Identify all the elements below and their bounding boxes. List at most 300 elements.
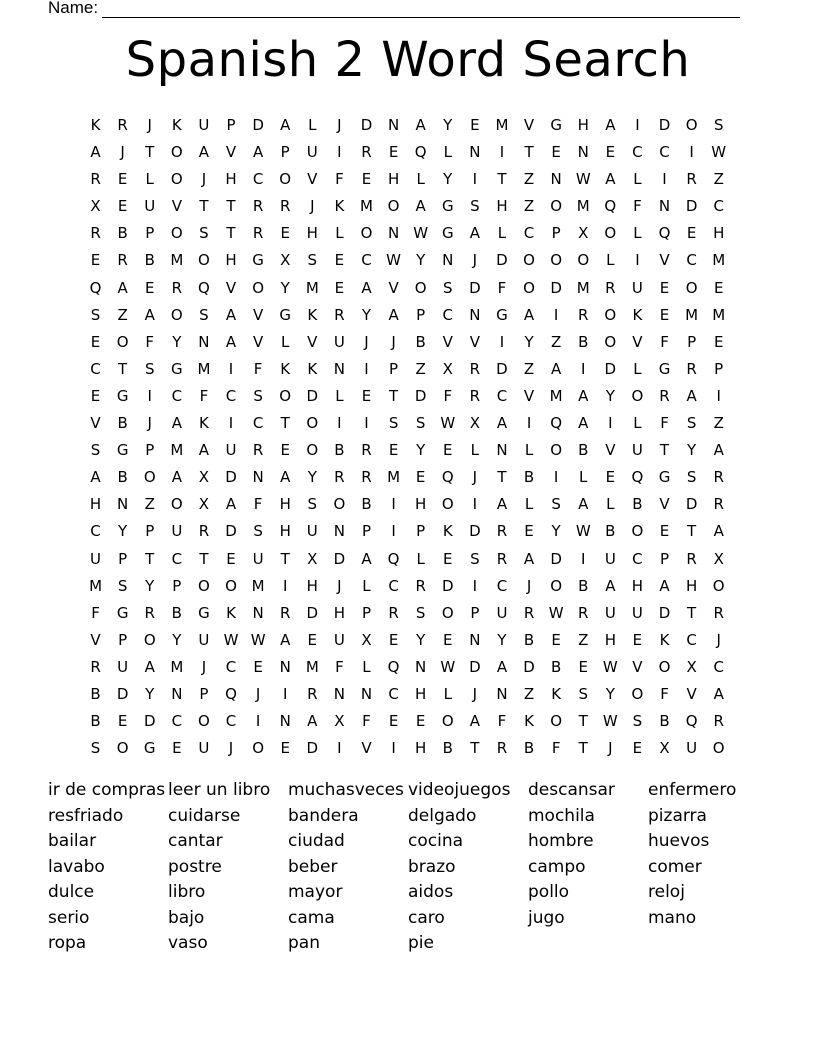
grid-letter[interactable]: A [388, 305, 399, 324]
grid-letter[interactable]: V [225, 278, 237, 297]
grid-letter[interactable]: G [441, 224, 454, 243]
grid-letter[interactable]: P [145, 224, 155, 243]
grid-letter[interactable]: A [713, 684, 724, 703]
grid-letter[interactable]: R [523, 603, 535, 622]
grid-letter[interactable]: D [496, 251, 508, 270]
grid-letter[interactable]: Y [416, 251, 426, 270]
grid-letter[interactable]: S [415, 603, 426, 622]
grid-letter[interactable]: S [307, 251, 318, 270]
grid-letter[interactable]: C [632, 549, 643, 568]
grid-letter[interactable]: A [605, 116, 616, 134]
grid-letter[interactable]: I [472, 170, 478, 189]
grid-letter[interactable]: P [226, 116, 236, 134]
grid-letter[interactable]: O [441, 603, 454, 622]
grid-letter[interactable]: O [631, 684, 644, 703]
grid-letter[interactable]: O [225, 576, 237, 595]
grid-letter[interactable]: E [551, 143, 561, 162]
grid-letter[interactable]: Z [415, 359, 426, 378]
grid-letter[interactable]: E [307, 630, 318, 649]
grid-letter[interactable]: P [145, 441, 155, 460]
grid-letter[interactable]: O [306, 414, 319, 433]
grid-letter[interactable]: I [472, 495, 478, 514]
grid-letter[interactable]: V [605, 441, 616, 460]
grid-letter[interactable]: F [145, 332, 155, 351]
grid-letter[interactable]: O [198, 712, 210, 731]
grid-letter[interactable]: R [90, 224, 101, 243]
grid-letter[interactable]: A [496, 657, 508, 676]
grid-letter[interactable]: M [170, 657, 184, 676]
grid-letter[interactable]: U [631, 441, 643, 460]
grid-letter[interactable]: J [364, 332, 369, 351]
grid-letter[interactable]: F [660, 332, 669, 351]
grid-letter[interactable]: X [361, 630, 372, 649]
grid-letter[interactable]: E [415, 468, 426, 487]
grid-letter[interactable]: B [523, 630, 535, 649]
grid-letter[interactable]: M [305, 278, 319, 297]
grid-letter[interactable]: W [250, 630, 266, 649]
grid-letter[interactable]: E [280, 441, 290, 460]
grid-letter[interactable]: G [171, 359, 183, 378]
grid-letter[interactable]: N [333, 684, 345, 703]
grid-letter[interactable]: T [524, 143, 534, 162]
grid-letter[interactable]: L [497, 224, 507, 243]
grid-letter[interactable]: Y [443, 170, 453, 189]
grid-letter[interactable]: V [252, 305, 264, 324]
grid-letter[interactable]: X [686, 657, 697, 676]
grid-letter[interactable]: F [335, 657, 344, 676]
grid-letter[interactable]: O [631, 522, 644, 541]
grid-letter[interactable]: N [469, 630, 481, 649]
grid-letter[interactable]: B [117, 414, 128, 433]
grid-letter[interactable]: P [118, 549, 128, 568]
grid-letter[interactable]: E [117, 712, 128, 731]
grid-letter[interactable]: K [226, 603, 236, 622]
grid-letter[interactable]: V [90, 414, 101, 433]
grid-letter[interactable]: Y [416, 441, 426, 460]
grid-letter[interactable]: R [252, 197, 264, 216]
grid-letter[interactable]: I [147, 386, 152, 405]
grid-letter[interactable]: F [633, 197, 642, 216]
grid-letter[interactable]: J [147, 116, 152, 134]
grid-letter[interactable]: J [120, 143, 125, 162]
grid-letter[interactable]: E [172, 739, 182, 758]
grid-letter[interactable]: Y [497, 630, 507, 649]
grid-letter[interactable]: E [415, 712, 426, 731]
grid-letter[interactable]: E [605, 143, 616, 162]
grid-letter[interactable]: N [252, 603, 264, 622]
grid-letter[interactable]: X [659, 739, 670, 758]
grid-letter[interactable]: L [633, 359, 642, 378]
grid-letter[interactable]: C [252, 170, 264, 189]
grid-letter[interactable]: A [578, 414, 589, 433]
grid-letter[interactable]: B [605, 522, 616, 541]
grid-letter[interactable]: E [90, 386, 101, 405]
grid-letter[interactable]: R [659, 386, 670, 405]
grid-letter[interactable]: M [576, 197, 590, 216]
grid-letter[interactable]: B [632, 495, 643, 514]
grid-letter[interactable]: P [172, 576, 182, 595]
grid-letter[interactable]: L [416, 170, 425, 189]
grid-letter[interactable]: E [280, 224, 290, 243]
grid-letter[interactable]: X [280, 251, 291, 270]
grid-letter[interactable]: L [281, 332, 290, 351]
grid-letter[interactable]: U [333, 630, 345, 649]
grid-letter[interactable]: S [117, 576, 128, 595]
grid-letter[interactable]: E [226, 549, 236, 568]
grid-letter[interactable]: S [253, 522, 263, 541]
grid-letter[interactable]: I [364, 359, 369, 378]
grid-letter[interactable]: S [388, 414, 399, 433]
grid-letter[interactable]: D [658, 603, 671, 622]
grid-letter[interactable]: E [659, 278, 670, 297]
grid-letter[interactable]: B [578, 332, 589, 351]
grid-letter[interactable]: I [391, 739, 396, 758]
grid-letter[interactable]: E [388, 143, 399, 162]
grid-letter[interactable]: L [443, 143, 452, 162]
grid-letter[interactable]: J [526, 576, 532, 595]
grid-letter[interactable]: M [712, 251, 726, 270]
grid-letter[interactable]: H [279, 495, 291, 514]
grid-letter[interactable]: R [252, 224, 264, 243]
grid-letter[interactable]: O [712, 739, 725, 758]
grid-letter[interactable]: S [551, 495, 561, 514]
grid-letter[interactable]: C [686, 251, 697, 270]
grid-letter[interactable]: T [497, 468, 507, 487]
grid-letter[interactable]: S [307, 495, 318, 514]
grid-letter[interactable]: M [712, 305, 726, 324]
grid-letter[interactable]: R [415, 576, 426, 595]
grid-letter[interactable]: F [443, 386, 453, 405]
grid-letter[interactable]: B [90, 712, 101, 731]
grid-letter[interactable]: N [360, 684, 373, 703]
grid-letter[interactable]: S [686, 468, 697, 487]
grid-letter[interactable]: K [334, 197, 345, 216]
grid-letter[interactable]: S [415, 414, 426, 433]
grid-letter[interactable]: O [170, 224, 183, 243]
grid-letter[interactable]: I [581, 359, 586, 378]
grid-letter[interactable]: U [686, 739, 698, 758]
grid-letter[interactable]: M [305, 657, 319, 676]
grid-letter[interactable]: Z [117, 305, 128, 324]
grid-letter[interactable]: O [685, 278, 698, 297]
grid-letter[interactable]: I [553, 468, 559, 487]
grid-letter[interactable]: H [713, 224, 725, 243]
grid-letter[interactable]: P [389, 359, 399, 378]
grid-letter[interactable]: H [279, 522, 291, 541]
grid-letter[interactable]: J [228, 739, 234, 758]
grid-letter[interactable]: A [605, 170, 616, 189]
grid-letter[interactable]: R [713, 495, 724, 514]
grid-letter[interactable]: V [90, 630, 101, 649]
grid-letter[interactable]: N [333, 522, 345, 541]
grid-letter[interactable]: C [496, 576, 508, 595]
grid-letter[interactable]: P [687, 332, 697, 351]
grid-letter[interactable]: O [523, 278, 535, 297]
grid-letter[interactable]: V [523, 116, 535, 134]
grid-letter[interactable]: A [252, 143, 264, 162]
grid-letter[interactable]: Z [523, 197, 535, 216]
grid-letter[interactable]: F [253, 359, 263, 378]
grid-letter[interactable]: X [442, 359, 453, 378]
grid-letter[interactable]: E [443, 630, 453, 649]
grid-letter[interactable]: N [469, 143, 481, 162]
grid-letter[interactable]: K [307, 359, 318, 378]
grid-letter[interactable]: E [632, 630, 643, 649]
grid-letter[interactable]: S [578, 684, 588, 703]
grid-letter[interactable]: H [604, 630, 616, 649]
grid-letter[interactable]: D [550, 278, 562, 297]
grid-letter[interactable]: A [415, 116, 426, 134]
grid-letter[interactable]: A [280, 630, 291, 649]
grid-letter[interactable]: K [524, 712, 534, 731]
grid-letter[interactable]: M [576, 278, 590, 297]
grid-letter[interactable]: A [659, 576, 670, 595]
grid-letter[interactable]: I [228, 359, 234, 378]
grid-letter[interactable]: D [685, 197, 698, 216]
grid-letter[interactable]: Q [441, 468, 454, 487]
grid-letter[interactable]: Y [551, 522, 561, 541]
grid-letter[interactable]: J [337, 576, 342, 595]
grid-letter[interactable]: A [469, 712, 480, 731]
grid-letter[interactable]: R [496, 522, 508, 541]
grid-letter[interactable]: F [551, 739, 561, 758]
grid-letter[interactable]: B [578, 441, 589, 460]
grid-letter[interactable]: Y [605, 386, 615, 405]
grid-letter[interactable]: U [604, 603, 616, 622]
grid-letter[interactable]: E [578, 657, 588, 676]
grid-letter[interactable]: G [279, 305, 292, 324]
grid-letter[interactable]: Y [361, 305, 372, 324]
grid-letter[interactable]: R [252, 441, 264, 460]
grid-letter[interactable]: B [361, 495, 372, 514]
grid-letter[interactable]: O [170, 143, 183, 162]
grid-letter[interactable]: O [523, 251, 535, 270]
grid-letter[interactable]: O [712, 576, 725, 595]
grid-letter[interactable]: G [116, 386, 129, 405]
grid-letter[interactable]: N [333, 359, 345, 378]
grid-letter[interactable]: G [198, 603, 210, 622]
grid-letter[interactable]: S [90, 305, 101, 324]
grid-letter[interactable]: B [550, 657, 562, 676]
grid-letter[interactable]: I [337, 739, 342, 758]
grid-letter[interactable]: R [334, 305, 345, 324]
grid-letter[interactable]: G [441, 197, 454, 216]
grid-letter[interactable]: Z [578, 630, 589, 649]
grid-letter[interactable]: R [117, 251, 128, 270]
grid-letter[interactable]: A [198, 441, 210, 460]
grid-letter[interactable]: E [253, 657, 263, 676]
name-field[interactable] [48, 0, 740, 18]
grid-letter[interactable]: W [440, 414, 456, 433]
grid-letter[interactable]: I [228, 414, 234, 433]
grid-letter[interactable]: H [306, 576, 318, 595]
grid-letter[interactable]: V [388, 278, 399, 297]
grid-letter[interactable]: Y [524, 332, 534, 351]
grid-letter[interactable]: Q [89, 278, 102, 297]
grid-letter[interactable]: F [497, 712, 507, 731]
grid-letter[interactable]: Q [414, 143, 427, 162]
grid-letter[interactable]: O [604, 305, 617, 324]
grid-letter[interactable]: C [713, 197, 724, 216]
grid-letter[interactable]: E [90, 251, 101, 270]
grid-letter[interactable]: A [198, 143, 210, 162]
grid-letter[interactable]: E [551, 630, 561, 649]
grid-letter[interactable]: O [685, 116, 698, 134]
grid-letter[interactable]: O [604, 332, 617, 351]
grid-letter[interactable]: A [523, 549, 535, 568]
grid-letter[interactable]: C [361, 251, 372, 270]
grid-letter[interactable]: J [310, 197, 315, 216]
grid-letter[interactable]: H [415, 739, 427, 758]
grid-letter[interactable]: D [225, 522, 237, 541]
grid-letter[interactable]: G [252, 251, 264, 270]
grid-letter[interactable]: E [524, 522, 534, 541]
grid-letter[interactable]: B [117, 468, 128, 487]
grid-letter[interactable]: A [225, 495, 237, 514]
grid-letter[interactable]: A [578, 495, 589, 514]
grid-letter[interactable]: X [307, 549, 318, 568]
grid-letter[interactable]: U [496, 603, 508, 622]
grid-letter[interactable]: O [170, 495, 183, 514]
grid-letter[interactable]: V [252, 332, 264, 351]
grid-letter[interactable]: O [143, 468, 156, 487]
grid-letter[interactable]: Y [605, 684, 615, 703]
grid-letter[interactable]: D [306, 739, 319, 758]
grid-letter[interactable]: H [306, 224, 318, 243]
grid-letter[interactable]: S [253, 386, 263, 405]
grid-letter[interactable]: R [361, 468, 372, 487]
grid-letter[interactable]: I [282, 576, 288, 595]
grid-letter[interactable]: N [279, 712, 291, 731]
grid-letter[interactable]: P [470, 603, 480, 622]
grid-letter[interactable]: U [117, 657, 129, 676]
grid-letter[interactable]: R [334, 468, 345, 487]
grid-letter[interactable]: T [497, 170, 507, 189]
grid-letter[interactable]: A [496, 414, 508, 433]
grid-letter[interactable]: C [225, 386, 237, 405]
grid-letter[interactable]: M [170, 441, 184, 460]
grid-letter[interactable]: C [442, 305, 453, 324]
grid-letter[interactable]: R [686, 170, 697, 189]
grid-letter[interactable]: U [225, 441, 237, 460]
grid-letter[interactable]: L [308, 116, 317, 134]
grid-letter[interactable]: Z [523, 359, 535, 378]
grid-letter[interactable]: A [117, 278, 128, 297]
grid-letter[interactable]: R [469, 359, 481, 378]
grid-letter[interactable]: H [225, 251, 237, 270]
grid-letter[interactable]: U [90, 549, 102, 568]
grid-letter[interactable]: O [306, 441, 319, 460]
grid-letter[interactable]: L [145, 170, 154, 189]
grid-letter[interactable]: B [171, 603, 182, 622]
grid-letter[interactable]: S [443, 278, 453, 297]
grid-letter[interactable]: O [658, 657, 671, 676]
grid-letter[interactable]: A [171, 414, 182, 433]
grid-letter[interactable]: J [391, 332, 396, 351]
grid-letter[interactable]: C [90, 359, 101, 378]
grid-letter[interactable]: U [306, 522, 318, 541]
grid-letter[interactable]: O [550, 712, 563, 731]
grid-letter[interactable]: A [225, 305, 237, 324]
grid-letter[interactable]: W [575, 170, 591, 189]
grid-letter[interactable]: A [469, 224, 480, 243]
grid-letter[interactable]: I [635, 116, 640, 134]
grid-letter[interactable]: T [470, 739, 480, 758]
grid-letter[interactable]: V [659, 495, 670, 514]
grid-letter[interactable]: L [606, 495, 615, 514]
grid-letter[interactable]: N [171, 684, 183, 703]
grid-letter[interactable]: B [659, 712, 670, 731]
grid-letter[interactable]: A [551, 359, 562, 378]
grid-letter[interactable]: O [170, 170, 183, 189]
grid-letter[interactable]: S [90, 739, 101, 758]
grid-letter[interactable]: V [523, 386, 535, 405]
grid-letter[interactable]: N [442, 251, 454, 270]
grid-letter[interactable]: J [147, 414, 152, 433]
grid-letter[interactable]: R [578, 305, 589, 324]
grid-letter[interactable]: K [659, 630, 670, 649]
grid-letter[interactable]: E [659, 305, 670, 324]
grid-letter[interactable]: E [280, 739, 290, 758]
grid-letter[interactable]: N [658, 197, 671, 216]
grid-letter[interactable]: K [171, 116, 182, 134]
grid-letter[interactable]: A [605, 576, 616, 595]
grid-letter[interactable]: E [117, 170, 128, 189]
grid-letter[interactable]: N [252, 468, 264, 487]
grid-letter[interactable]: T [388, 386, 399, 405]
grid-letter[interactable]: Y [307, 468, 317, 487]
grid-letter[interactable]: N [387, 224, 400, 243]
grid-letter[interactable]: F [253, 495, 263, 514]
grid-letter[interactable]: C [686, 630, 697, 649]
grid-letter[interactable]: R [496, 739, 508, 758]
grid-letter[interactable]: Z [713, 170, 724, 189]
grid-letter[interactable]: F [335, 170, 344, 189]
grid-letter[interactable]: Q [550, 414, 563, 433]
grid-letter[interactable]: B [523, 739, 535, 758]
grid-letter[interactable]: I [662, 170, 667, 189]
grid-letter[interactable]: B [442, 739, 453, 758]
grid-letter[interactable]: L [362, 657, 371, 676]
grid-letter[interactable]: I [391, 522, 396, 541]
grid-letter[interactable]: A [713, 441, 724, 460]
grid-letter[interactable]: R [686, 359, 697, 378]
grid-letter[interactable]: D [306, 603, 319, 622]
grid-letter[interactable]: I [635, 251, 640, 270]
grid-letter[interactable]: R [578, 603, 589, 622]
grid-letter[interactable]: Y [172, 332, 182, 351]
grid-letter[interactable]: W [711, 143, 727, 162]
grid-letter[interactable]: J [472, 684, 478, 703]
grid-letter[interactable]: G [496, 305, 508, 324]
grid-letter[interactable]: O [279, 170, 292, 189]
grid-letter[interactable]: E [388, 712, 399, 731]
grid-letter[interactable]: C [225, 657, 237, 676]
grid-letter[interactable]: U [144, 197, 156, 216]
grid-letter[interactable]: P [199, 684, 209, 703]
grid-letter[interactable]: K [199, 414, 209, 433]
grid-letter[interactable]: S [199, 224, 209, 243]
grid-letter[interactable]: S [686, 414, 697, 433]
grid-letter[interactable]: O [441, 712, 454, 731]
grid-letter[interactable]: I [689, 143, 694, 162]
grid-letter[interactable]: M [549, 386, 563, 405]
grid-letter[interactable]: E [443, 549, 453, 568]
grid-letter[interactable]: P [361, 603, 371, 622]
grid-letter[interactable]: N [496, 684, 508, 703]
grid-letter[interactable]: L [416, 549, 425, 568]
grid-letter[interactable]: T [659, 441, 670, 460]
